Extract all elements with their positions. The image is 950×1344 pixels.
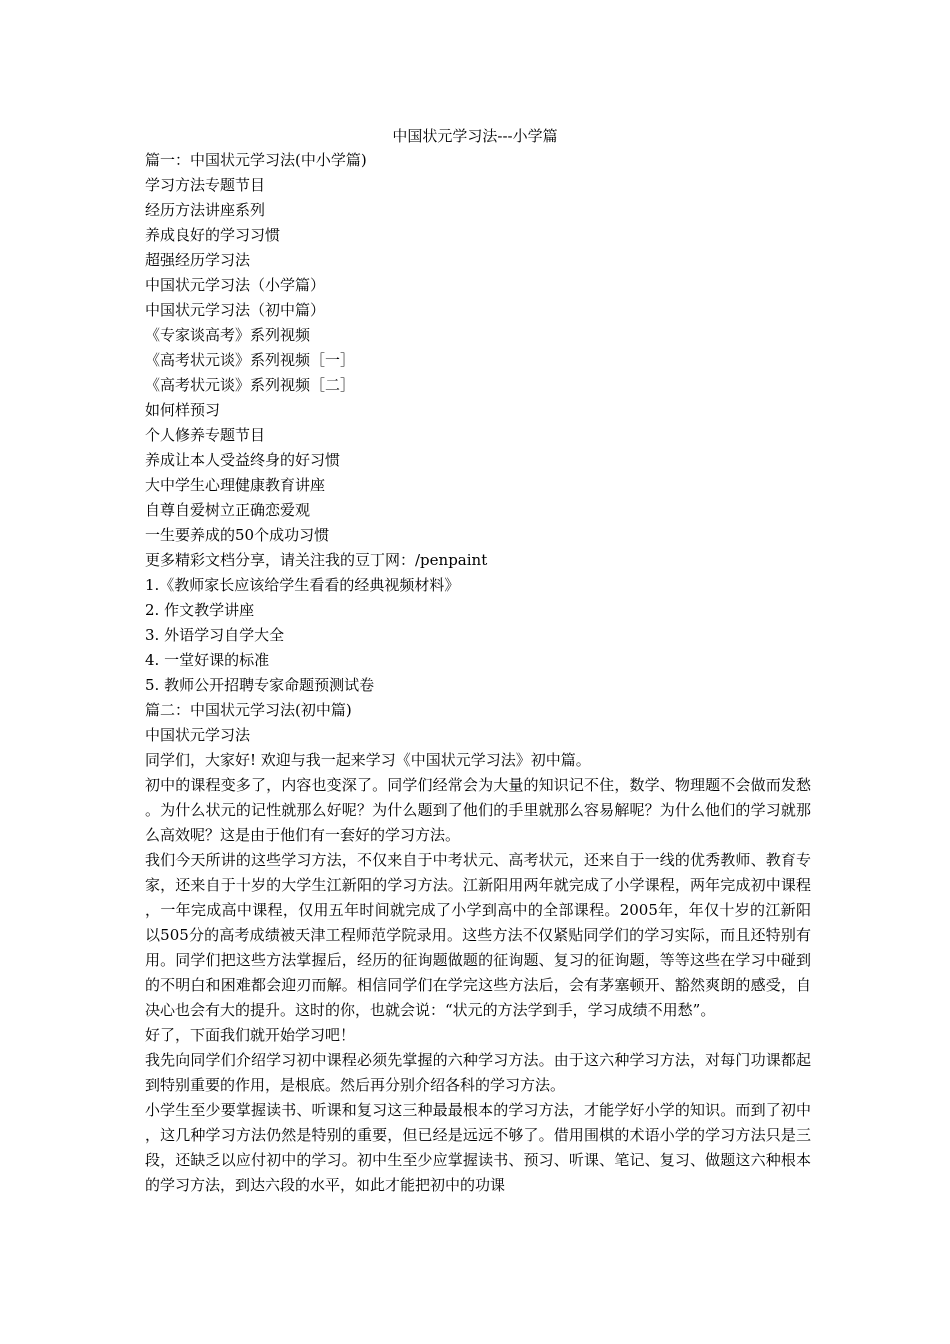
text-line: 中国状元学习法 xyxy=(145,726,251,744)
doc-share-line: 更多精彩文档分享，请关注我的豆丁网：/penpaint xyxy=(145,551,488,569)
paragraph: 我先向同学们介绍学习初中课程必须先掌握的六种学习方法。由于这六种学习方法，对每门功课都起到特别重要的作用，是根底。然后再分别介绍各科的学习方法。 xyxy=(145,1051,811,1094)
text-line: 超强经历学习法 xyxy=(145,251,251,269)
text-line: 养成让本人受益终身的好习惯 xyxy=(145,451,341,469)
text-line: 篇一：中国状元学习法(中小学篇) xyxy=(145,151,367,169)
section-heading: 篇二：中国状元学习法(初中篇) xyxy=(145,701,352,719)
list-item: 4. 一堂好课的标准 xyxy=(145,651,270,669)
text-line: 《高考状元谈》系列视频［一］ xyxy=(145,351,356,369)
text-line: 《高考状元谈》系列视频［二］ xyxy=(145,376,356,394)
list-item: 5. 教师公开招聘专家命题预测试卷 xyxy=(145,676,375,694)
text-line: 同学们，大家好! 欢迎与我一起来学习《中国状元学习法》初中篇。 xyxy=(145,751,591,769)
text-line: 养成良好的学习习惯 xyxy=(145,226,281,244)
text-line: 中国状元学习法（初中篇） xyxy=(145,301,326,319)
list-item: 2. 作文教学讲座 xyxy=(145,601,255,619)
text-line: 大中学生心理健康教育讲座 xyxy=(145,476,326,494)
text-line: 学习方法专题节目 xyxy=(145,176,266,194)
text-line: 中国状元学习法（小学篇） xyxy=(145,276,326,294)
text-line: 《专家谈高考》系列视频 xyxy=(145,326,311,344)
paragraph: 初中的课程变多了，内容也变深了。同学们经常会为大量的知识记不住，数学、物理题不会做而发愁。为什么状元的记性就那么好呢？为什么题到了他们的手里就那么容易解呢？为什么他们的学习就那么高效呢？这是由于他们有一套好的学习方法。 xyxy=(145,776,811,844)
text-line: 个人修养专题节目 xyxy=(145,426,266,444)
document-title: 中国状元学习法---小学篇 xyxy=(392,127,558,145)
text-line: 经历方法讲座系列 xyxy=(145,201,266,219)
paragraph: 小学生至少要掌握读书、听课和复习这三种最最根本的学习方法，才能学好小学的知识。而到了初中，这几种学习方法仍然是特别的重要，但已经是远远不够了。借用围棋的术语小学的学习方法只是三段，还缺乏以应付初中的学习。初中生至少应掌握读书、预习、听课、笔记、复习、做题这六种根本的学习方法，到达六段的水平，如此才能把初中的功课 xyxy=(145,1101,811,1194)
list-item: 1.《教师家长应该给学生看看的经典视频材料》 xyxy=(145,576,460,594)
text-line: 一生要养成的50个成功习惯 xyxy=(145,526,330,544)
paragraph: 好了，下面我们就开始学习吧！ xyxy=(145,1026,356,1044)
document-body xyxy=(145,148,811,1198)
list-item: 3. 外语学习自学大全 xyxy=(145,626,285,644)
text-line: 如何样预习 xyxy=(145,401,221,419)
text-line: 自尊自爱树立正确恋爱观 xyxy=(145,501,311,519)
paragraph: 我们今天所讲的这些学习方法，不仅来自于中考状元、高考状元，还来自于一线的优秀教师、教育专家，还来自于十岁的大学生江新阳的学习方法。江新阳用两年就完成了小学课程，两年完成初中课程，一年完成高中课程，仅用五年时间就完成了小学到高中的全部课程。2005年，年仅十岁的江新阳以505分的高考成绩被天津工程师范学院录用。这些方法不仅紧贴同学们的学习实际，而且还特别有用。同学们把这些方法掌握后，经历的征询题做题的征询题、复习的征询题，等等这些在学习中碰到的不明白和困难都会迎刃而解。相信同学们在学完这些方法后，会有茅塞顿开、豁然爽朗的感受，自决心也会有大的提升。这时的你，也就会说：“状元的方法学到手，学习成绩不用愁”。 xyxy=(145,851,811,1019)
